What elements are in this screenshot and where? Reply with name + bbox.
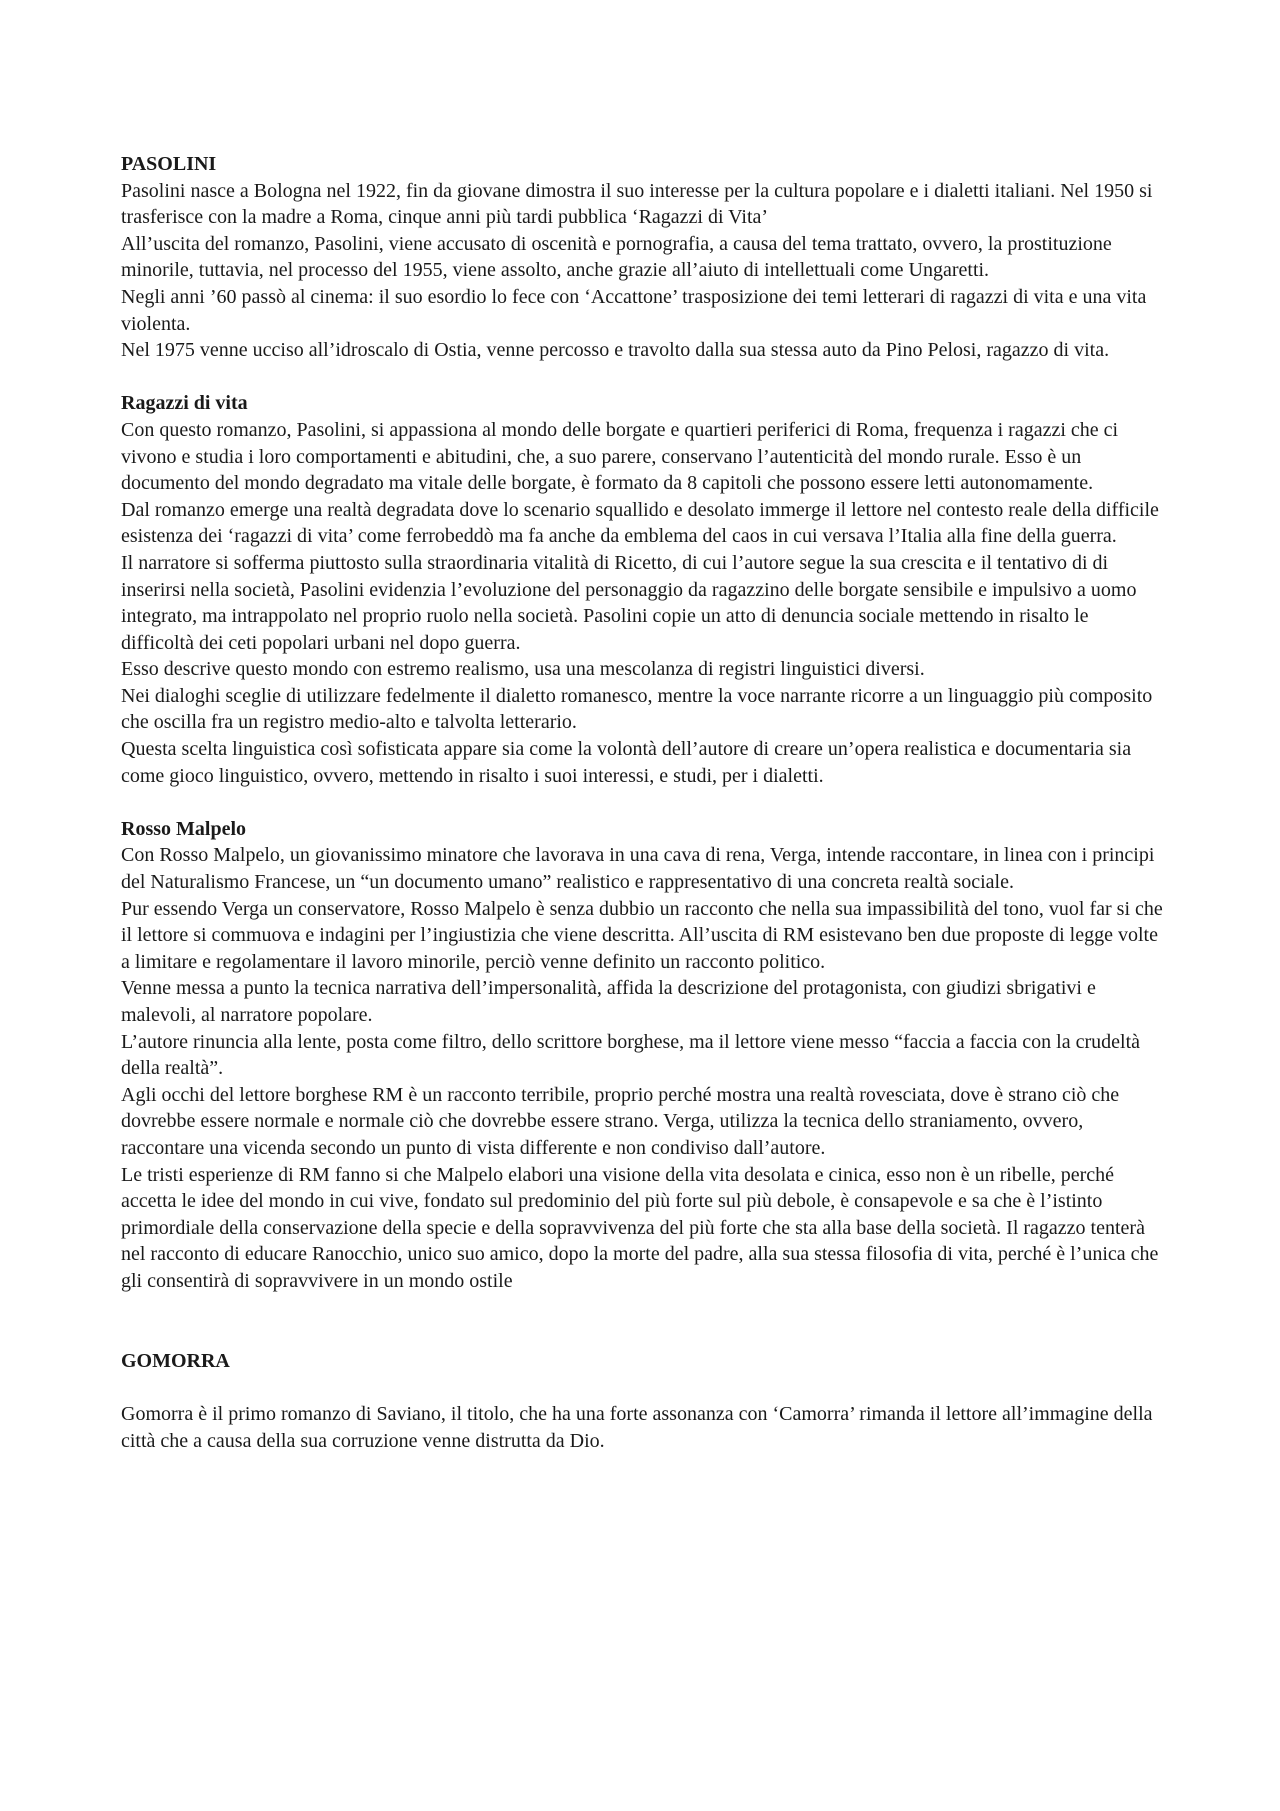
paragraph: Questa scelta linguistica così sofisticata appare sia come la volontà dell’autore di creare un’opera realistica e documentaria sia come gioco linguistico, ovvero, mettendo in risalto i suoi interessi, e studi, per i dialetti. — [121, 738, 1132, 787]
paragraph: Con questo romanzo, Pasolini, si appassiona al mondo delle borgate e quartieri periferici di Roma, frequenza i ragazzi che ci vivono e studia i loro comportamenti e abitudini, che, a suo parere, conservano l’autenticità del mondo rurale. Esso è un documento del mondo degradato ma vitale delle borgate, è formato da 8 capitoli che possono essere letti autonomamente. — [121, 418, 1119, 495]
paragraph: L’autore rinuncia alla lente, posta come filtro, dello scrittore borghese, ma il lettore viene messo “faccia a faccia con la crudeltà della realtà”. — [121, 1030, 1141, 1080]
document-body — [121, 151, 1166, 1454]
paragraph: Esso descrive questo mondo con estremo realismo, usa una mescolanza di registri linguistici diversi. — [121, 658, 925, 681]
paragraph: Negli anni ’60 passò al cinema: il suo esordio lo fece con ‘Accattone’ trasposizione dei temi letterari di ragazzi di vita e una vita violenta. — [121, 285, 1147, 335]
section-pasolini — [121, 151, 1166, 364]
spacer — [121, 1374, 1166, 1401]
paragraph: Il narratore si sofferma piuttosto sulla straordinaria vitalità di Ricetto, di cui l’autore segue la sua crescita e il tentativo di di inserirsi nella società, Pasolini evidenzia l’evoluzione del personaggio da ragazzino delle borgate sensibile e impulsivo a uomo integrato, ma intrappolato nel proprio ruolo nella società. Pasolini copie un atto di denuncia sociale mettendo in risalto le difficoltà dei ceti popolari urbani nel dopo guerra. — [121, 551, 1137, 654]
paragraph: Agli occhi del lettore borghese RM è un racconto terribile, proprio perché mostra una realtà rovesciata, dove è strano ciò che dovrebbe essere normale e normale ciò che dovrebbe essere strano. Verga, utilizza la tecnica dello straniamento, ovvero, raccontare una vicenda secondo un punto di vista differente e non condiviso dall’autore. — [121, 1083, 1120, 1159]
spacer — [121, 1295, 1166, 1348]
paragraph: Dal romanzo emerge una realtà degradata dove lo scenario squallido e desolato immerge il lettore nel contesto reale della difficile esistenza dei ‘ragazzi di vita’ come ferrobeddò ma fa anche da emblema del caos in cui versava l’Italia alla fine della guerra. — [121, 498, 1159, 548]
paragraph: Pasolini nasce a Bologna nel 1922, fin da giovane dimostra il suo interesse per la cultura popolare e i dialetti italiani. Nel 1950 si trasferisce con la madre a Roma, cinque anni più tardi pubblica ‘Ragazzi di Vita’ — [121, 179, 1153, 229]
paragraph: Venne messa a punto la tecnica narrativa dell’impersonalità, affida la descrizione del protagonista, con giudizi sbrigativi e malevoli, al narratore popolare. — [121, 977, 1096, 1026]
section-heading: PASOLINI — [121, 153, 217, 175]
section-rosso-malpelo — [121, 816, 1166, 1295]
paragraph: Pur essendo Verga un conservatore, Rosso Malpelo è senza dubbio un racconto che nella sua impassibilità del tono, vuol far si che il lettore si commuova e indagini per l’ingiustizia che viene descritta. All’uscita di RM esistevano ben due proposte di legge volte a limitare e regolamentare il lavoro minorile, perciò venne definito un racconto politico. — [121, 897, 1163, 973]
paragraph: Con Rosso Malpelo, un giovanissimo minatore che lavorava in una cava di rena, Verga, intende raccontare, in linea con i principi del Naturalismo Francese, un “un documento umano” realistico e rappresentativo di una concreta realtà sociale. — [121, 844, 1155, 894]
spacer — [121, 364, 1166, 391]
paragraph: Le tristi esperienze di RM fanno si che Malpelo elabori una visione della vita desolata e cinica, esso non è un ribelle, perché accetta le idee del mondo in cui vive, fondato sul predominio del più forte sul più debole, è consapevole e sa che è l’istinto primordiale della conservazione della specie e della sopravvivenza del più forte che sta alla base della società. Il ragazzo tenterà nel racconto di educare Ranocchio, unico suo amico, dopo la morte del padre, alla sua stessa filosofia di vita, perché è l’unica che gli consentirà di sopravvivere in un mondo ostile — [121, 1163, 1159, 1292]
paragraph: All’uscita del romanzo, Pasolini, viene accusato di oscenità e pornografia, a causa del tema trattato, ovvero, la prostituzione minorile, tuttavia, nel processo del 1955, viene assolto, anche grazie all’aiuto di intellettuali come Ungaretti. — [121, 232, 1112, 282]
section-heading: GOMORRA — [121, 1349, 230, 1372]
paragraph: Gomorra è il primo romanzo di Saviano, il titolo, che ha una forte assonanza con ‘Camorra’ rimanda il lettore all’immagine della città che a causa della sua corruzione venne distrutta da Dio. — [121, 1403, 1153, 1452]
paragraph: Nei dialoghi sceglie di utilizzare fedelmente il dialetto romanesco, mentre la voce narrante ricorre a un linguaggio più composito che oscilla fra un registro medio-alto e talvolta letterario. — [121, 684, 1153, 734]
section-ragazzi-di-vita — [121, 390, 1166, 789]
section-heading: Rosso Malpelo — [121, 817, 246, 840]
spacer — [121, 789, 1166, 816]
section-gomorra — [121, 1348, 1166, 1455]
paragraph: Nel 1975 venne ucciso all’idroscalo di Ostia, venne percosso e travolto dalla sua stessa auto da Pino Pelosi, ragazzo di vita. — [121, 339, 1110, 362]
section-heading: Ragazzi di vita — [121, 392, 248, 415]
